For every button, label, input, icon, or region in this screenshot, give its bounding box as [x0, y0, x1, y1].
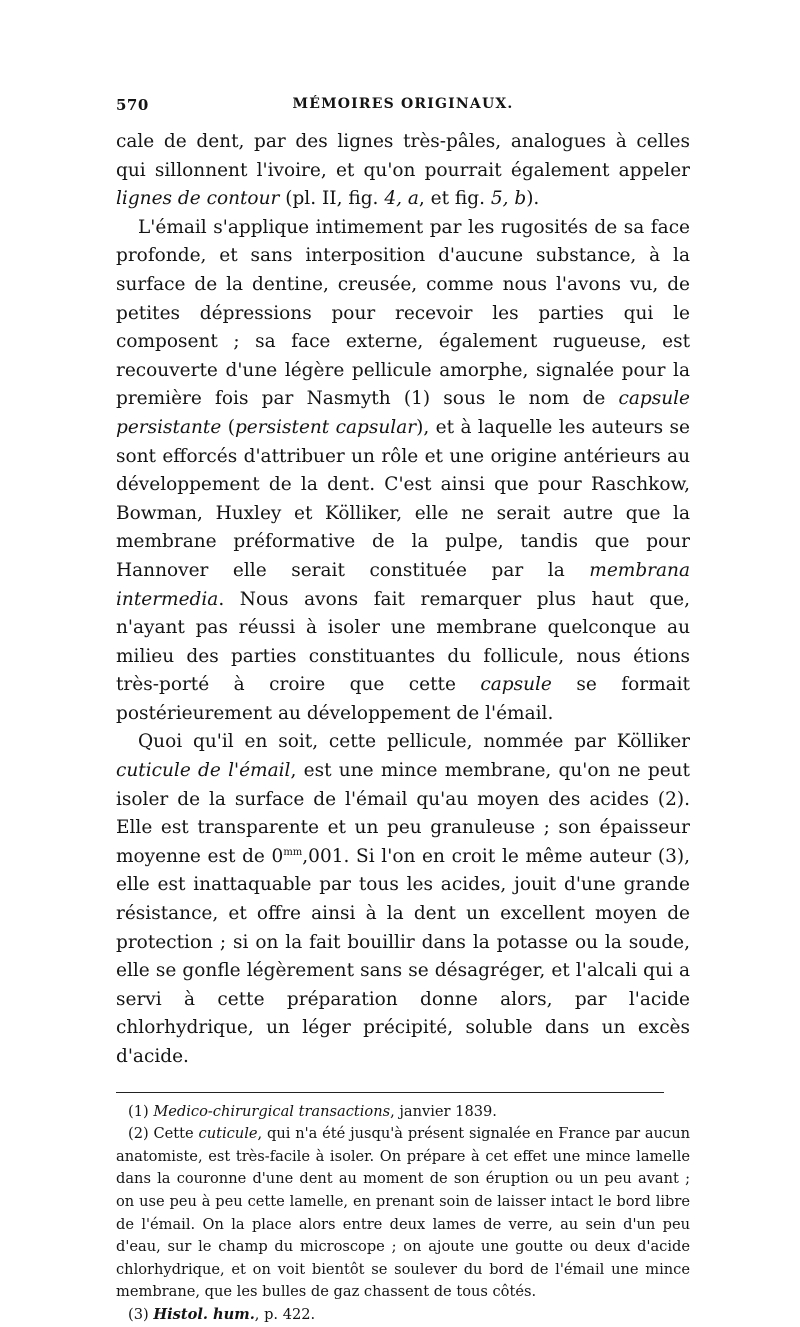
running-title: MÉMOIRES ORIGINAUX.: [292, 96, 514, 112]
text-run: , est une mince membrane, qu'on ne peut isoler de la surface de l'émail qu'au moyen des acides (2). Elle est transparente et un peu granuleuse ; son épaisseur moyenne est de 0: [116, 760, 690, 867]
plate-number: II: [321, 188, 337, 210]
italic-term: membrana intermedia: [116, 559, 690, 610]
text-run: cale de dent, par des lignes très-pâles, analogues à celles qui sillonnent l'ivoire, et qu'on pourrait également appeler: [116, 131, 690, 181]
text-run: Quoi qu'il en soit, cette pellicule, nommée par Kölliker: [138, 731, 690, 753]
footnote-2: [116, 1123, 690, 1304]
italic-term: capsule: [480, 674, 552, 696]
italic-title: Medico-chirurgical transactions: [153, 1102, 391, 1120]
text-run: (2) Cette: [128, 1125, 199, 1143]
book-page: [116, 96, 690, 1327]
text-run: , qui n'a été jusqu'à présent signalée en France par aucun anatomiste, est très-facile à isoler. On prépare à cet effet une mince lamelle dans la couronne d'une dent au moment de son éruption ou un peu avant ; on use peu à peu cette lamelle, en prenant soin de laisser intact le bord libre de l'émail. On la place alors entre deux lames de verre, au sein d'un peu d'eau, sur le champ du microscope ; on ajoute une goutte ou deux d'acide chlorhydrique, et on voit bientôt se soulever du bord de l'émail une mince membrane, que les bulles de gaz chassent de tous côtés.: [116, 1125, 690, 1301]
text-run: , p. 422.: [254, 1305, 316, 1323]
text-run: . Nous avons fait remarquer plus haut que, n'ayant pas réussi à isoler une membrane quelconque au milieu des parties constituantes du follicule, nous étions très-porté à croire que cette: [116, 588, 690, 696]
italic-title: Histol. hum.: [153, 1305, 255, 1323]
text-run: se formait postérieurement au développement de l'émail.: [116, 674, 690, 724]
text-run: ), et à laquelle les auteurs se sont efforcés d'attribuer un rôle et une origine antérieurs au développement de la dent. C'est ainsi que pour Raschkow, Bowman, Huxley et Kölliker, elle ne serait autre que la membrane préformative de la pulpe, tandis que pour Hannover elle serait constituée par la: [116, 416, 690, 581]
italic-term: capsule persistante: [116, 388, 690, 438]
unit-superscript: mm: [283, 846, 303, 858]
text-run: , et fig.: [418, 188, 491, 210]
text-run: ).: [526, 188, 540, 210]
text-run: (: [221, 416, 235, 438]
text-run: (3): [128, 1305, 154, 1323]
footnote-1: [116, 1101, 690, 1124]
running-head: [116, 96, 690, 124]
text-run: , janvier 1839.: [390, 1102, 497, 1120]
text-run: (pl.: [279, 188, 322, 210]
italic-term: cuticule: [198, 1125, 258, 1143]
italic-term: lignes de contour: [116, 188, 280, 210]
italic-term: persistent capsular: [234, 416, 417, 438]
figure-ref: 4, a: [384, 188, 419, 210]
footnotes: [116, 1101, 690, 1327]
italic-term: cuticule de l'émail: [116, 760, 291, 782]
footnote-3: [116, 1304, 690, 1327]
text-run: L'émail s'applique intimement par les rugosités de sa face profonde, et sans interposition d'aucune substance, à la surface de la dentine, creusée, comme nous l'avons vu, de petites dépressions pour recevoir les parties qui le composent ; sa face externe, également rugueuse, est recouverte d'une légère pellicule amorphe, signalée pour la première fois par Nasmyth (1) sous le nom de: [116, 216, 690, 410]
figure-ref: 5, b: [490, 188, 527, 210]
text-run: ,001. Si l'on en croit le même auteur (3), elle est inattaquable par tous les acides, jouit d'une grande résistance, et offre ainsi à la dent un excellent moyen de protection ; si on la fait bouillir dans la potasse ou la soude, elle se gonfle légèrement sans se désagréger, et l'alcali qui a servi à cette préparation donne alors, par l'acide chlorhydrique, un léger précipité, soluble dans un excès d'acide.: [116, 845, 690, 1067]
text-run: (1): [128, 1102, 154, 1120]
page-number: 570: [116, 96, 149, 114]
text-run: , fig.: [336, 188, 385, 210]
paragraph-1: [116, 128, 690, 214]
footnote-divider: [116, 1092, 664, 1093]
paragraph-2: [116, 214, 690, 729]
paragraph-3: [116, 728, 690, 1071]
main-text: [116, 128, 690, 1072]
